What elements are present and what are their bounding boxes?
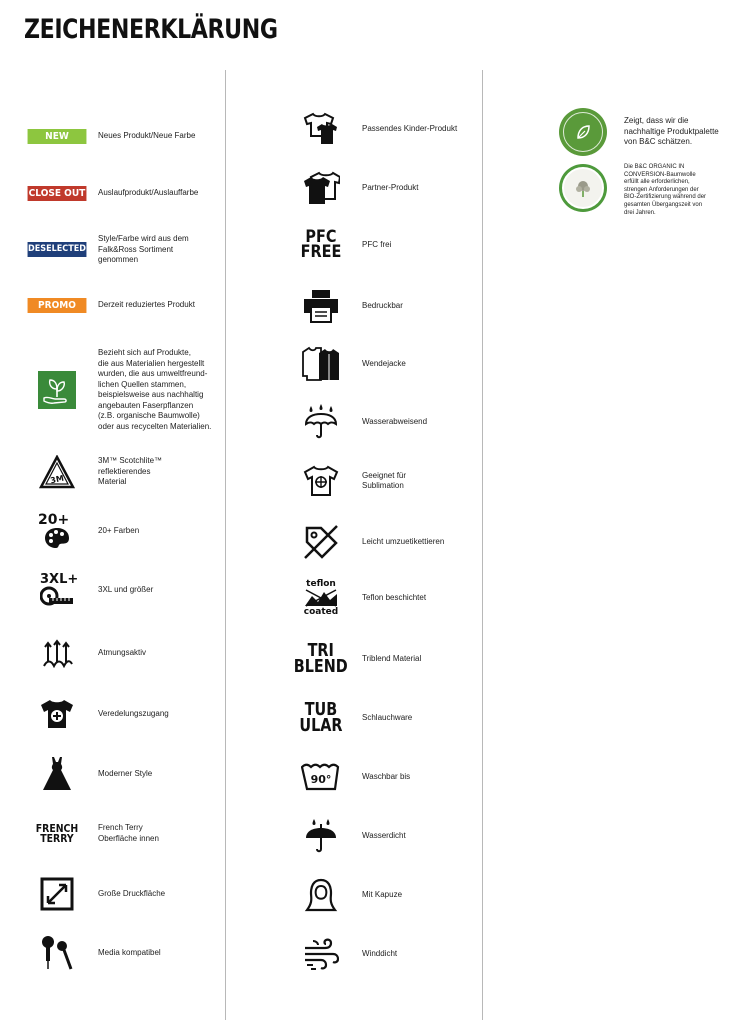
legend-desc: Style/Farbe wird aus dem Falk&Ross Sortiment genommen — [98, 234, 189, 264]
legend-desc: Derzeit reduziertes Produkt — [98, 300, 195, 310]
legend-item-3xl — [26, 574, 153, 606]
tubular-icon: TUB ULAR — [299, 699, 343, 737]
legend-item-pfc — [290, 227, 392, 263]
legend-item-bc-inspire — [552, 108, 719, 156]
legend-desc: Wasserabweisend — [362, 416, 428, 426]
reflective-triangle-icon — [26, 455, 88, 489]
legend-item-kids — [290, 112, 457, 146]
legend-desc: Wasserdicht — [362, 830, 406, 840]
legend-desc: Zeigt, dass wir die nachhaltige Produktpalette von B&C schätzen. — [624, 116, 719, 147]
legend-desc: Triblend Material — [362, 653, 422, 663]
legend-desc: Winddicht — [362, 948, 398, 958]
wind-icon — [290, 938, 352, 970]
legend-item-print-area — [26, 877, 165, 911]
legend-item-deselected — [26, 234, 189, 266]
legend-item-20-colors — [26, 514, 139, 549]
deselected-badge: DESELECTED — [28, 242, 87, 257]
partner-tshirt-icon — [290, 171, 352, 205]
umbrella-drops-icon — [290, 404, 352, 440]
legend-item-finishing — [26, 698, 169, 730]
promo-badge: PROMO — [28, 298, 87, 313]
legend-desc: French Terry Oberfläche innen — [98, 823, 159, 843]
teflon-icon: teflon coated — [303, 579, 339, 618]
legend-item-new — [26, 129, 195, 144]
legend-desc: Waschbar bis — [362, 771, 411, 781]
triblend-icon: TRI BLEND — [294, 640, 348, 678]
printer-icon — [290, 289, 352, 323]
legend-item-partner — [290, 171, 418, 205]
bc-inspire-seal-icon — [552, 108, 614, 156]
legend-desc: Veredelungszugang — [98, 708, 169, 718]
legend-desc: Bedruckbar — [362, 300, 403, 310]
legend-item-breathable — [26, 638, 146, 668]
column-divider-2 — [482, 70, 483, 1020]
eco-plant-icon — [26, 371, 88, 409]
new-badge: NEW — [28, 129, 87, 144]
legend-desc: Moderner Style — [98, 768, 153, 778]
legend-desc: Teflon beschichtet — [362, 592, 427, 602]
legend-item-french-terry — [26, 823, 159, 844]
tshirt-target-icon — [290, 465, 352, 497]
legend-desc: Leicht umzuetikettieren — [362, 536, 445, 546]
legend-desc: Media kompatibel — [98, 947, 161, 957]
legend-item-organic-conversion — [552, 164, 706, 217]
legend-item-triblend — [290, 640, 422, 678]
legend-item-washable — [290, 763, 410, 791]
legend-item-3m — [26, 455, 162, 489]
legend-desc: Schlauchware — [362, 712, 413, 722]
label-tag-icon — [290, 524, 352, 560]
palette-icon: 20+ — [26, 514, 88, 549]
legend-item-promo — [26, 298, 195, 313]
legend-item-windproof — [290, 938, 397, 970]
reversible-jacket-icon — [290, 346, 352, 382]
legend-item-relabel — [290, 524, 444, 560]
organic-conversion-seal-icon — [552, 164, 614, 212]
legend-item-hood — [290, 878, 402, 912]
legend-item-eco — [26, 348, 211, 432]
legend-item-waterproof — [290, 818, 406, 854]
legend-desc: PFC frei — [362, 240, 392, 250]
dress-icon — [26, 756, 88, 792]
legend-desc: Bezieht sich auf Produkte, die aus Materialien hergestellt wurden, die aus umweltfreund- lichen Quellen stammen, beispielsweise aus nachhaltig angebauten Faserpflanzen (z.B. organische Baumwolle) oder aus recycelten Materialien. — [98, 348, 212, 431]
legend-desc: Atmungsaktiv — [98, 647, 147, 657]
legend-item-close-out — [26, 186, 198, 201]
tshirt-plus-icon — [26, 698, 88, 730]
column-divider-1 — [225, 70, 226, 1020]
svg-text:90°: 90° — [310, 773, 332, 786]
legend-desc: 20+ Farben — [98, 526, 140, 536]
expand-icon — [26, 877, 88, 911]
earphones-icon — [26, 935, 88, 971]
kids-tshirt-icon — [290, 112, 352, 146]
legend-desc: Geeignet für Sublimation — [362, 470, 407, 490]
legend-item-printable — [290, 289, 403, 323]
breathable-icon — [26, 638, 88, 668]
svg-text:3M: 3M — [49, 473, 65, 486]
french-terry-icon: FRENCH TERRY — [35, 821, 79, 845]
legend-item-reversible — [290, 346, 406, 382]
legend-desc: Partner-Produkt — [362, 182, 419, 192]
page-title: ZEICHENERKLÄRUNG — [24, 14, 278, 45]
legend-desc: 3XL und größer — [98, 584, 154, 594]
wash-tub-icon — [290, 763, 352, 791]
hood-icon — [290, 878, 352, 912]
legend-desc: Mit Kapuze — [362, 889, 403, 899]
legend-item-teflon — [290, 580, 426, 616]
legend-desc: Passendes Kinder-Produkt — [362, 123, 458, 133]
legend-desc: Auslaufprodukt/Auslauffarbe — [98, 188, 199, 198]
measuring-tape-icon: 3XL+ — [26, 574, 88, 606]
legend-item-media — [26, 935, 161, 971]
legend-item-sublimation — [290, 465, 406, 497]
close-out-badge: CLOSE OUT — [28, 188, 86, 199]
umbrella-rain-icon — [290, 818, 352, 854]
pfc-free-icon: PFC FREE — [300, 227, 342, 263]
legend-desc: 3M™ Scotchlite™ reflektierendes Material — [98, 456, 163, 487]
legend-desc: Wendejacke — [362, 358, 406, 368]
legend-item-tubular — [290, 699, 413, 737]
legend-desc: Neues Produkt/Neue Farbe — [98, 131, 196, 141]
legend-desc: Die B&C ORGANIC IN CONVERSION-Baumwolle erfüllt alle erforderlichen, strengen Anforderungen der BIO-Zertifizierung während der gesamten Übergangszeit von drei Jahren. — [624, 164, 707, 216]
legend-desc: Große Druckfläche — [98, 888, 166, 898]
legend-item-modern-style — [26, 756, 152, 792]
legend-item-water-repellent — [290, 404, 427, 440]
